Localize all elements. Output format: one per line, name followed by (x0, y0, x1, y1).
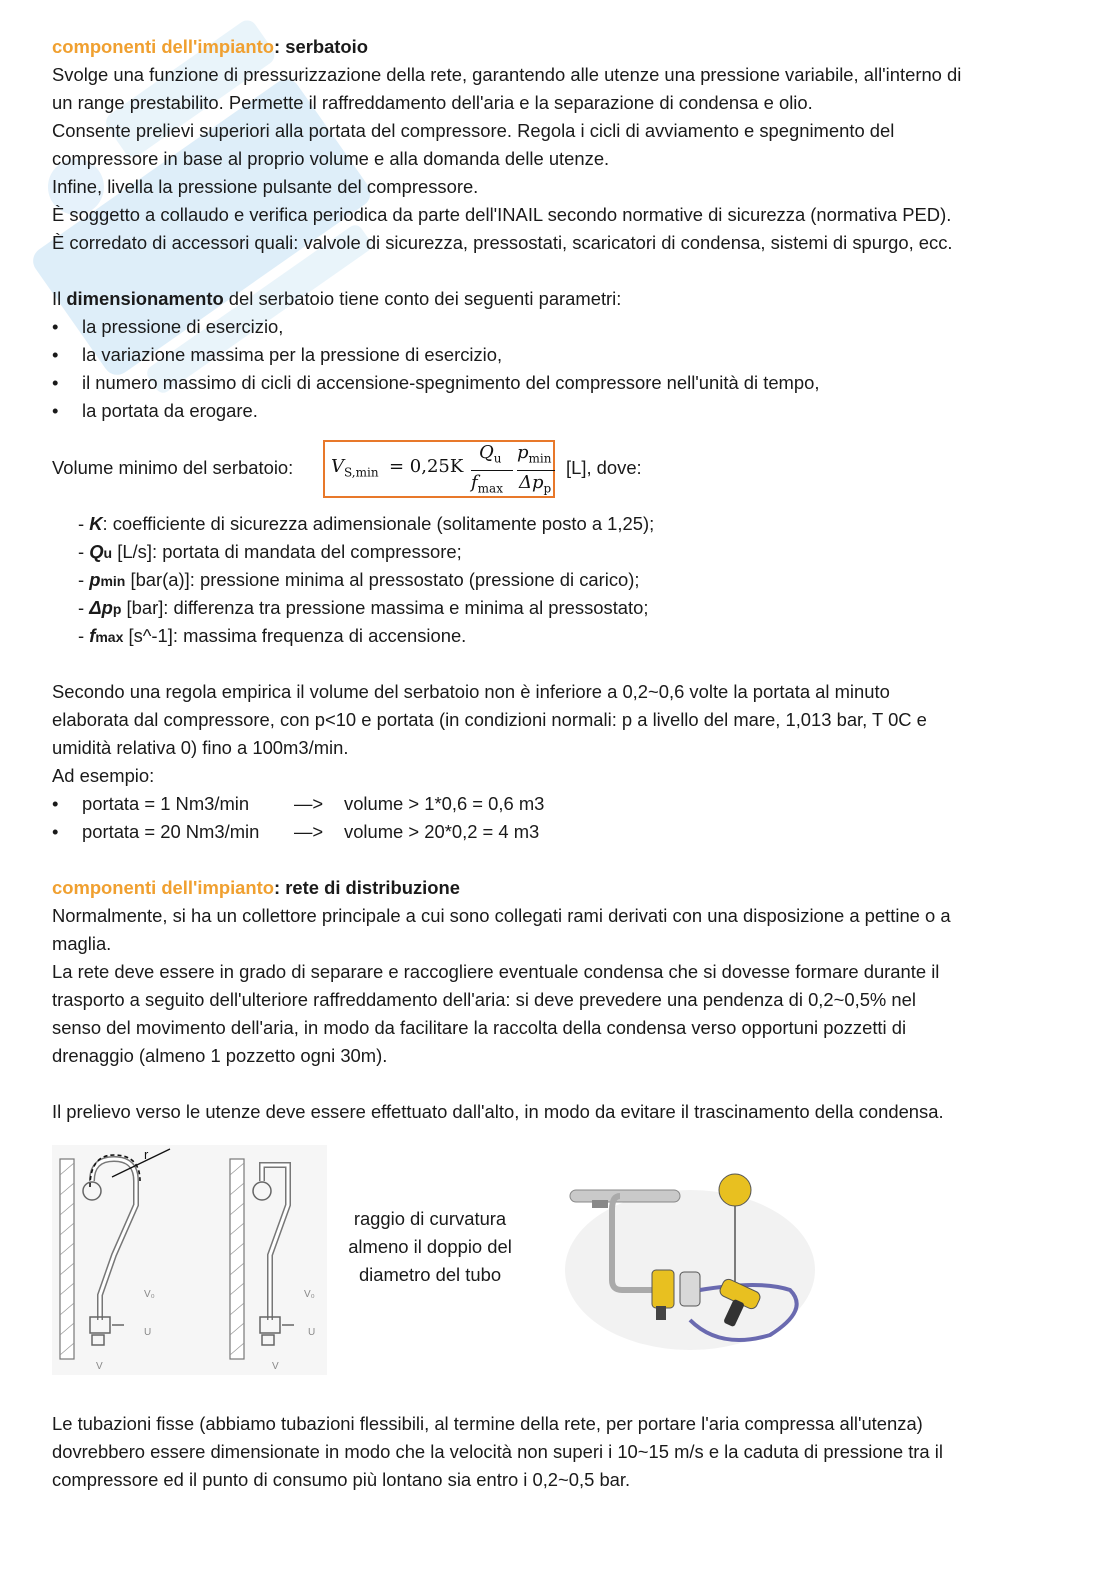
def-dash: - (78, 597, 90, 618)
paragraph-line: trasporto a seguito dell'ulteriore raffreddamento dell'aria: si deve prevedere una pendenza di 0,2~0,5% nel (52, 989, 916, 1010)
caption-line: diametro del tubo (358, 1264, 502, 1285)
caption-line: raggio di curvatura (353, 1208, 507, 1229)
paragraph-line: senso del movimento dell'aria, in modo da facilitare la raccolta della condensa verso opportuni pozzetti di (52, 1017, 907, 1038)
bullet-dot: • (52, 821, 59, 842)
label-u: U (144, 1327, 152, 1338)
example-arrow: —> (294, 821, 324, 842)
formula-lhs: V (331, 456, 344, 477)
radius-label: r (144, 1147, 149, 1162)
section-rete-heading (52, 874, 460, 902)
definition-item (78, 510, 654, 539)
def-symbol: f (89, 625, 96, 646)
list-item-text: la variazione massima per la pressione di esercizio, (82, 344, 503, 365)
formula-box (323, 440, 555, 498)
label-v0: V₀ (144, 1289, 155, 1300)
label-v0: V₀ (304, 1289, 315, 1300)
def-text: [L/s]: portata di mandata del compressore; (112, 541, 462, 562)
paragraph-line: dovrebbero essere dimensionate in modo che la velocità non superi i 10~15 m/s e la caduta di pressione tra il (52, 1441, 943, 1462)
def-dash: - (78, 569, 90, 590)
paragraph-line: compressore ed il punto di consumo più lontano sia entro i 0,2~0,5 bar. (52, 1469, 631, 1490)
formula-lhs-sub: S,min (344, 465, 379, 480)
formula-num1-sub: u (493, 451, 502, 466)
volume-label: Volume minimo del serbatoio: (52, 457, 294, 478)
bullet-dot: • (52, 316, 59, 337)
list-item-text: la portata da erogare. (82, 400, 258, 421)
def-symbol: Δp (89, 597, 113, 618)
paragraph-line: umidità relativa 0) fino a 100m3/min. (52, 737, 349, 758)
def-dash: - (78, 625, 90, 646)
paragraph-line: È corredato di accessori quali: valvole di sicurezza, pressostati, scaricatori di condensa, sistemi di spurgo, ecc. (52, 232, 953, 253)
formula-num2-sub: min (528, 451, 552, 466)
intro-post: del serbatoio tiene conto dei seguenti parametri: (223, 288, 622, 309)
paragraph-line: Infine, livella la pressione pulsante del compressore. (52, 176, 479, 197)
def-text: [bar]: differenza tra pressione massima e minima al pressostato; (121, 597, 649, 618)
list-item-text: la pressione di esercizio, (82, 316, 284, 337)
example-left: portata = 1 Nm3/min (82, 793, 250, 814)
label-v: V (272, 1361, 279, 1372)
def-symbol: K (89, 513, 103, 534)
list-item-text: il numero massimo di cicli di accensione-spegnimento del compressore nell'unità di tempo, (82, 372, 820, 393)
paragraph-line: elaborata dal compressore, con p<10 e portata (in condizioni normali: p a livello del mare, 1,013 bar, T 0C e (52, 709, 927, 730)
formula-num1: Q (479, 442, 494, 463)
paragraph-line: drenaggio (almeno 1 pozzetto ogni 30m). (52, 1045, 388, 1066)
def-dash: - (78, 541, 90, 562)
air-tool-illustration (560, 1160, 820, 1360)
formula-eq: = 0,25K (389, 456, 464, 477)
example-left: portata = 20 Nm3/min (82, 821, 260, 842)
bullet-dot: • (52, 793, 59, 814)
bullet-dot: • (52, 372, 59, 393)
heading-accent: componenti dell'impianto (52, 36, 274, 57)
definition-item (78, 566, 639, 595)
example-right: volume > 20*0,2 = 4 m3 (344, 821, 540, 842)
heading-rest: : rete di distribuzione (274, 877, 460, 898)
diagram-caption (330, 1205, 530, 1289)
paragraph-line: un range prestabilito. Permette il raffreddamento dell'aria e la separazione di condensa e olio. (52, 92, 813, 113)
def-dash: - (78, 513, 90, 534)
example-right: volume > 1*0,6 = 0,6 m3 (344, 793, 545, 814)
def-text: [s^-1]: massima frequenza di accensione. (123, 625, 467, 646)
paragraph-line: Consente prelievi superiori alla portata del compressore. Regola i cicli di avviamento e spegnimento del (52, 120, 895, 141)
heading-accent: componenti dell'impianto (52, 877, 274, 898)
formula-num2: p (517, 442, 529, 463)
fraction-bar (471, 470, 513, 471)
example-arrow: —> (294, 793, 324, 814)
def-subscript: u (103, 545, 113, 561)
intro-bold: dimensionamento (66, 288, 224, 309)
formula-den2-sub: p (543, 481, 552, 496)
bullet-dot: • (52, 344, 59, 365)
def-text: : coefficiente di sicurezza adimensionale (solitamente posto a 1,25); (102, 513, 655, 534)
def-subscript: min (100, 573, 126, 589)
section-serbatoio-heading (52, 33, 368, 61)
definition-item (78, 622, 466, 651)
paragraph-line: maglia. (52, 933, 112, 954)
definition-item (78, 594, 648, 623)
dimensionamento-intro (52, 285, 621, 313)
def-symbol: Q (89, 541, 104, 562)
paragraph-line: Ad esempio: (52, 765, 155, 786)
bullet-dot: • (52, 400, 59, 421)
label-u: U (308, 1327, 316, 1338)
paragraph-line: La rete deve essere in grado di separare e raccogliere eventuale condensa che si dovesse formare durante il (52, 961, 940, 982)
paragraph-line: Secondo una regola empirica il volume del serbatoio non è inferiore a 0,2~0,6 volte la portata al minuto (52, 681, 890, 702)
def-subscript: p (112, 601, 122, 617)
label-v: V (96, 1361, 103, 1372)
caption-line: almeno il doppio del (348, 1236, 512, 1257)
paragraph-line: È soggetto a collaudo e verifica periodica da parte dell'INAIL secondo normative di sicurezza (normativa PED). (52, 204, 952, 225)
formula-den1-sub: max (477, 481, 503, 496)
volume-suffix: [L], dove: (566, 457, 642, 478)
definition-item (78, 538, 462, 567)
paragraph-line: compressore in base al proprio volume e alla domanda delle utenze. (52, 148, 610, 169)
intro-pre: Il (52, 288, 67, 309)
def-subscript: max (95, 629, 124, 645)
paragraph-line: Le tubazioni fisse (abbiamo tubazioni flessibili, al termine della rete, per portare l'aria compressa all'utenza) (52, 1413, 923, 1434)
paragraph-line: Normalmente, si ha un collettore principale a cui sono collegati rami derivati con una disposizione a pettine o a (52, 905, 951, 926)
formula-den2: Δp (519, 472, 544, 493)
heading-rest: : serbatoio (274, 36, 369, 57)
def-symbol: p (89, 569, 101, 590)
formula-den1: f (471, 472, 478, 493)
prelievo-line: Il prelievo verso le utenze deve essere effettuato dall'alto, in modo da evitare il trascinamento della condensa. (52, 1101, 944, 1122)
paragraph-line: Svolge una funzione di pressurizzazione della rete, garantendo alle utenze una pressione variabile, all'interno di (52, 64, 962, 85)
def-text: [bar(a)]: pressione minima al pressostato (pressione di carico); (125, 569, 640, 590)
pipe-takeoff-diagram (52, 1145, 327, 1375)
fraction-bar (517, 470, 555, 471)
